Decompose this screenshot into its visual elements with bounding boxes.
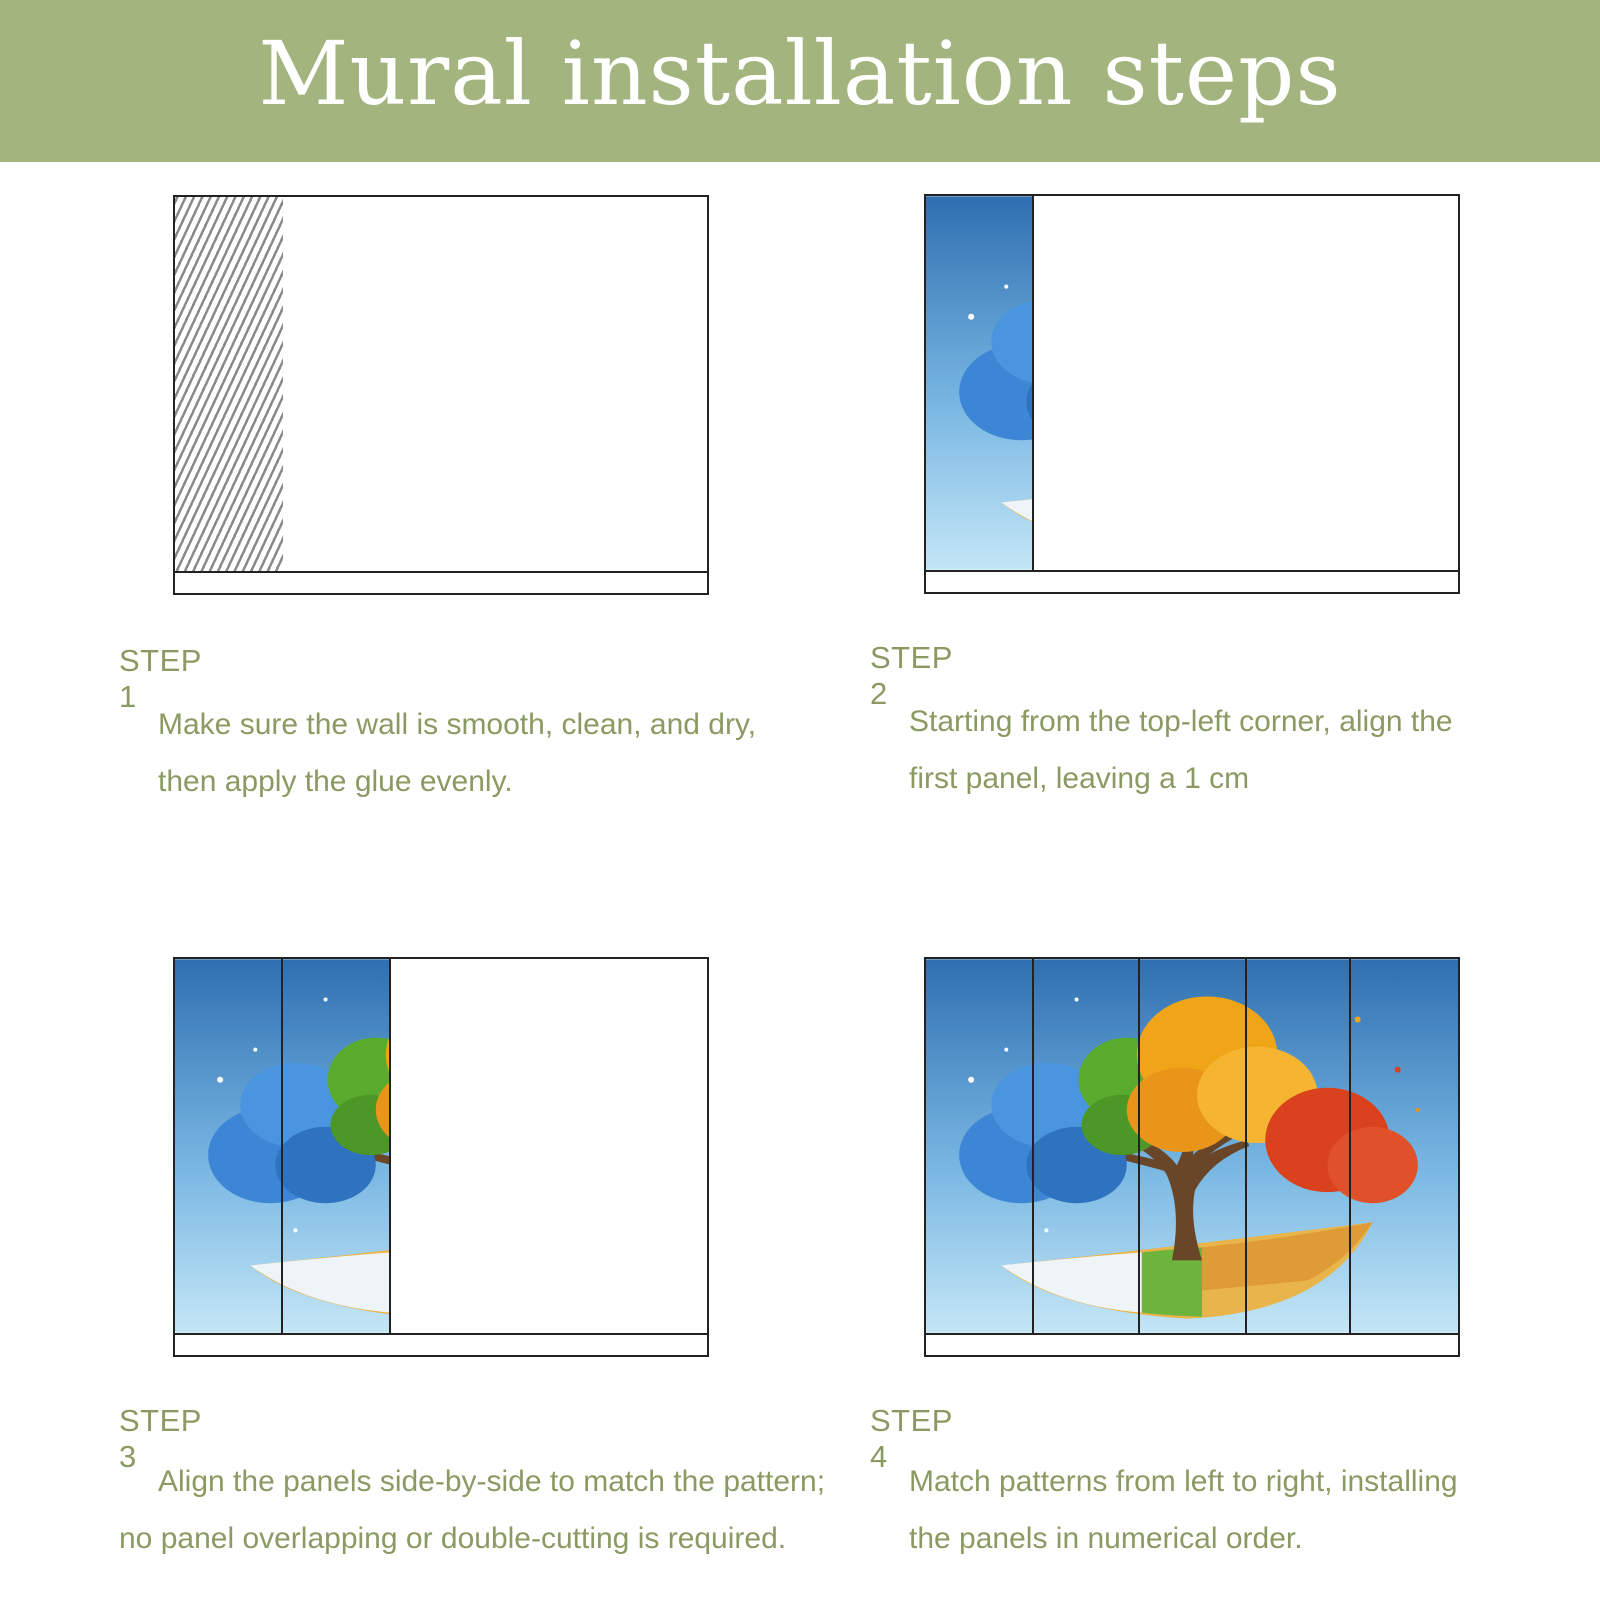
mural-panels-1-2 — [175, 959, 391, 1333]
glue-area — [175, 197, 283, 571]
wall — [173, 957, 709, 1335]
mural-panel-1 — [926, 196, 1033, 570]
step-2-line-1: Starting from the top-left corner, align the — [909, 705, 1453, 738]
step-1-line-1: Make sure the wall is smooth, clean, and dry, — [158, 708, 757, 741]
floor-strip — [924, 570, 1460, 594]
step-1-title: STEP 1 — [119, 643, 202, 714]
step-3-diagram — [173, 957, 709, 1357]
floor-strip — [924, 1333, 1460, 1357]
mural-full — [926, 959, 1458, 1333]
floor-strip — [173, 571, 709, 595]
step-4-line-2: the panels in numerical order. — [909, 1522, 1303, 1555]
header-banner — [0, 0, 1600, 162]
wall — [173, 195, 709, 573]
step-3-line-2: no panel overlapping or double-cutting is required. — [119, 1522, 787, 1555]
page-title: Mural installation steps — [258, 21, 1342, 125]
step-2-diagram — [924, 194, 1460, 594]
panel-seam — [1138, 959, 1140, 1333]
panel-seam — [1032, 196, 1034, 570]
step-4-line-1: Match patterns from left to right, installing — [909, 1465, 1458, 1498]
floor-strip — [173, 1333, 709, 1357]
step-3-line-1: Align the panels side-by-side to match the pattern; — [158, 1465, 826, 1498]
step-1-diagram — [173, 195, 709, 595]
step-4-diagram — [924, 957, 1460, 1357]
panel-seam — [1245, 959, 1247, 1333]
step-4-title: STEP 4 — [870, 1403, 953, 1474]
panel-seam — [1349, 959, 1351, 1333]
wall — [924, 194, 1460, 572]
panel-seam — [281, 959, 283, 1333]
step-2-line-2: first panel, leaving a 1 cm — [909, 762, 1250, 795]
step-2-title: STEP 2 — [870, 640, 953, 711]
panel-seam — [389, 959, 391, 1333]
step-1-line-2: then apply the glue evenly. — [158, 765, 513, 798]
panel-seam — [1032, 959, 1034, 1333]
step-3-title: STEP 3 — [119, 1403, 202, 1474]
wall — [924, 957, 1460, 1335]
